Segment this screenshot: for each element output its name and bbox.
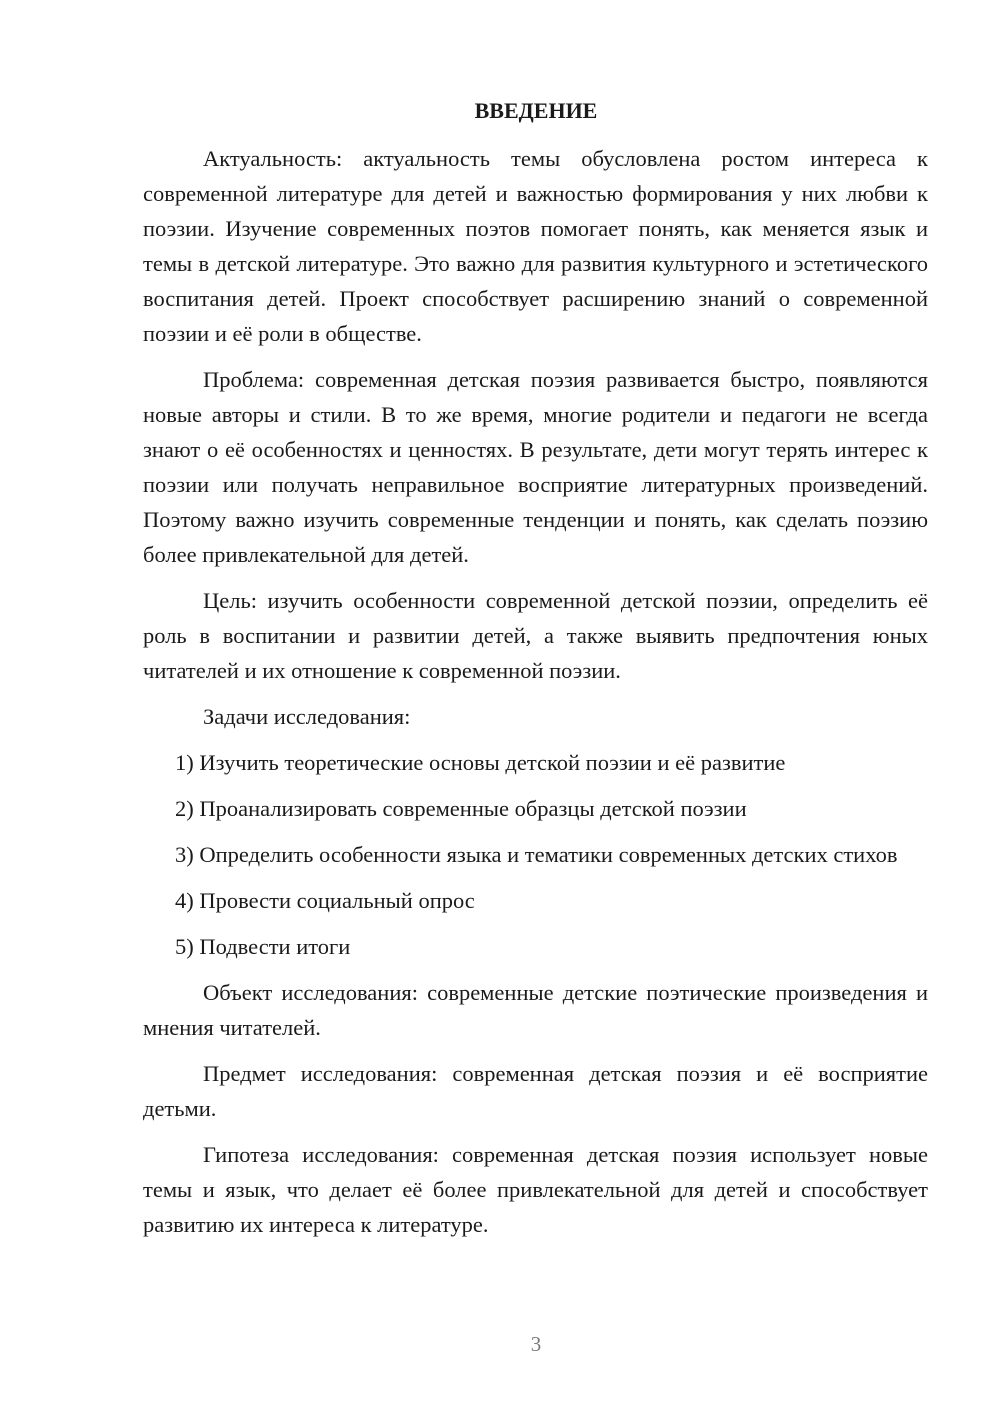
task-item-1: 1) Изучить теоретические основы детской поэзии и её развитие [175,750,786,775]
paragraph-hypothesis: Гипотеза исследования: современная детская поэзия использует новые темы и язык, что делает её более привлекательной для детей и способствует развитию их интереса к литературе. [143,1142,928,1237]
task-item-3: 3) Определить особенности языка и тематики современных детских стихов [175,842,898,867]
page-title: ВВЕДЕНИЕ [474,98,598,123]
paragraph-tasks-heading: Задачи исследования: [203,704,411,729]
task-item-4: 4) Провести социальный опрос [175,888,475,913]
task-item-5: 5) Подвести итоги [175,934,351,959]
document-body [143,141,928,1242]
page-number: 3 [530,1332,542,1356]
paragraph-object: Объект исследования: современные детские поэтические произведения и мнения читателей. [143,980,928,1040]
paragraph-subject: Предмет исследования: современная детская поэзия и её восприятие детьми. [143,1061,928,1121]
task-item-2: 2) Проанализировать современные образцы детской поэзии [175,796,747,821]
paragraph-relevance: Актуальность: актуальность темы обусловлена ростом интереса к современной литературе для детей и важностью формирования у них любви к поэзии. Изучение современных поэтов помогает понять, как меняется язык и темы в детской литературе. Это важно для развития культурного и эстетического воспитания детей. Проект способствует расширению знаний о современной поэзии и её роли в обществе. [143,146,928,346]
paragraph-problem: Проблема: современная детская поэзия развивается быстро, появляются новые авторы и стили. В то же время, многие родители и педагоги не всегда знают о её особенностях и ценностях. В результате, дети могут терять интерес к поэзии или получать неправильное восприятие литературных произведений. Поэтому важно изучить современные тенденции и понять, как сделать поэзию более привлекательной для детей. [143,367,928,567]
paragraph-goal: Цель: изучить особенности современной детской поэзии, определить её роль в воспитании и развитии детей, а также выявить предпочтения юных читателей и их отношение к современной поэзии. [143,588,928,683]
